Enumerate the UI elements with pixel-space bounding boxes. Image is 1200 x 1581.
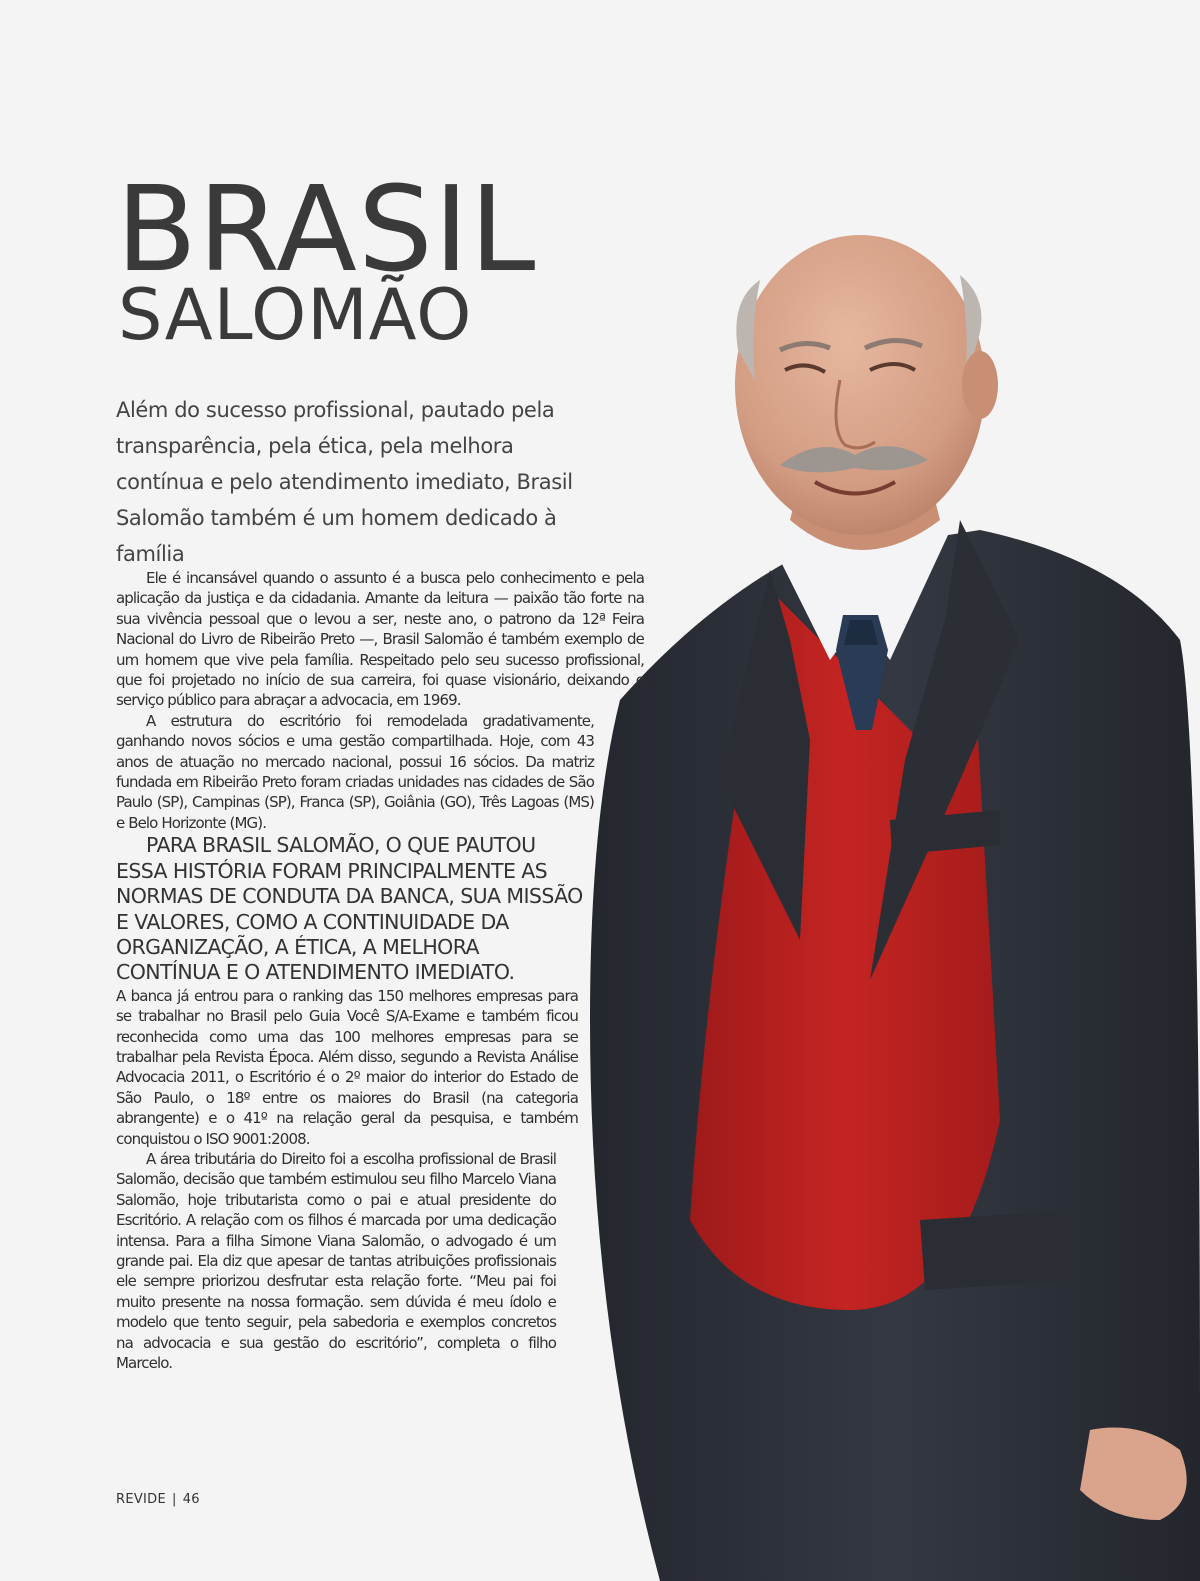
page-footer [116, 1492, 200, 1507]
pull-quote-text: PARA BRASIL SALOMÃO, O QUE PAUTOU ESSA HISTÓRIA FORAM PRINCIPALMENTE AS NORMAS DE CONDUTA DA BANCA, SUA MISSÃO E VALORES, COMO A CONTINUIDADE DA ORGANIZAÇÃO, A ÉTICA, A MELHORA CONTÍNUA E O ATENDIMENTO IMEDIATO. [116, 833, 583, 985]
portrait-illustration [560, 220, 1200, 1581]
article-subtitle: SALOMÃO [118, 274, 473, 356]
paragraph-1: Ele é incansável quando o assunto é a busca pelo conhecimento e pela aplicação da justiça e da cidadania. Amante da leitura — paixão tão forte na sua vivência pessoal que o levou a ser, neste ano, o patrono da 12ª Feira Nacional do Livro de Ribeirão Preto —, Brasil Salomão é também exemplo de um homem que vive pela família. Respeitado pelo seu sucesso profissional, que foi projetado no início de sua carreira, foi quase visionário, deixando o serviço público para abraçar a advocacia, em 1969. [116, 569, 644, 710]
pull-quote [116, 833, 584, 985]
paragraph-4: A área tributária do Direito foi a escolha profissional de Brasil Salomão, decisão que também estimulou seu filho Marcelo Viana Salomão, hoje tributarista como o pai e atual presidente do Escritório. A relação com os filhos é marcada por uma dedicação intensa. Para a filha Simone Viana Salomão, o advogado é um grande pai. Ela diz que apesar de tantas atribuições profissionais ele sempre priorizou desfrutar esta relação forte. “Meu pai foi muito presente na nossa formação. sem dúvida é meu ídolo e modelo que tento seguir, pela sabedoria e exemplos concretos na advocacia e sua gestão do escritório”, completa o filho Marcelo. [116, 1149, 556, 1373]
article-lead: Além do sucesso profissional, pautado pela transparência, pela ética, pela melhora contínua e pelo atendimento imediato, Brasil Salomão também é um homem dedicado à família [116, 398, 573, 566]
portrait-photo [560, 220, 1200, 1581]
page-number: 46 [182, 1492, 200, 1507]
article-body [116, 568, 644, 1373]
paragraph-2: A estrutura do escritório foi remodelada gradativamente, ganhando novos sócios e uma gestão compartilhada. Hoje, com 43 anos de atuação no mercado nacional, possui 16 sócios. Da matriz fundada em Ribeirão Preto foram criadas unidades nas cidades de São Paulo (SP), Campinas (SP), Franca (SP), Goiânia (GO), Três Lagoas (MS) e Belo Horizonte (MG). [116, 711, 594, 832]
paragraph-3: A banca já entrou para o ranking das 150 melhores empresas para se trabalhar no Brasil pelo Guia Você S/A-Exame e também ficou reconhecida como uma das 100 melhores empresas para se trabalhar pela Revista Época. Além disso, segundo a Revista Análise Advocacia 2011, o Escritório é o 2º maior do interior do Estado de São Paulo, o 18º entre os maiores do Brasil (na categoria abrangente) e o 41º na relação geral da pesquisa, e também conquistou o ISO 9001:2008. [116, 986, 578, 1148]
publication-name: REVIDE [116, 1492, 166, 1507]
article-title: BRASIL [116, 160, 537, 298]
footer-separator: | [172, 1492, 177, 1507]
